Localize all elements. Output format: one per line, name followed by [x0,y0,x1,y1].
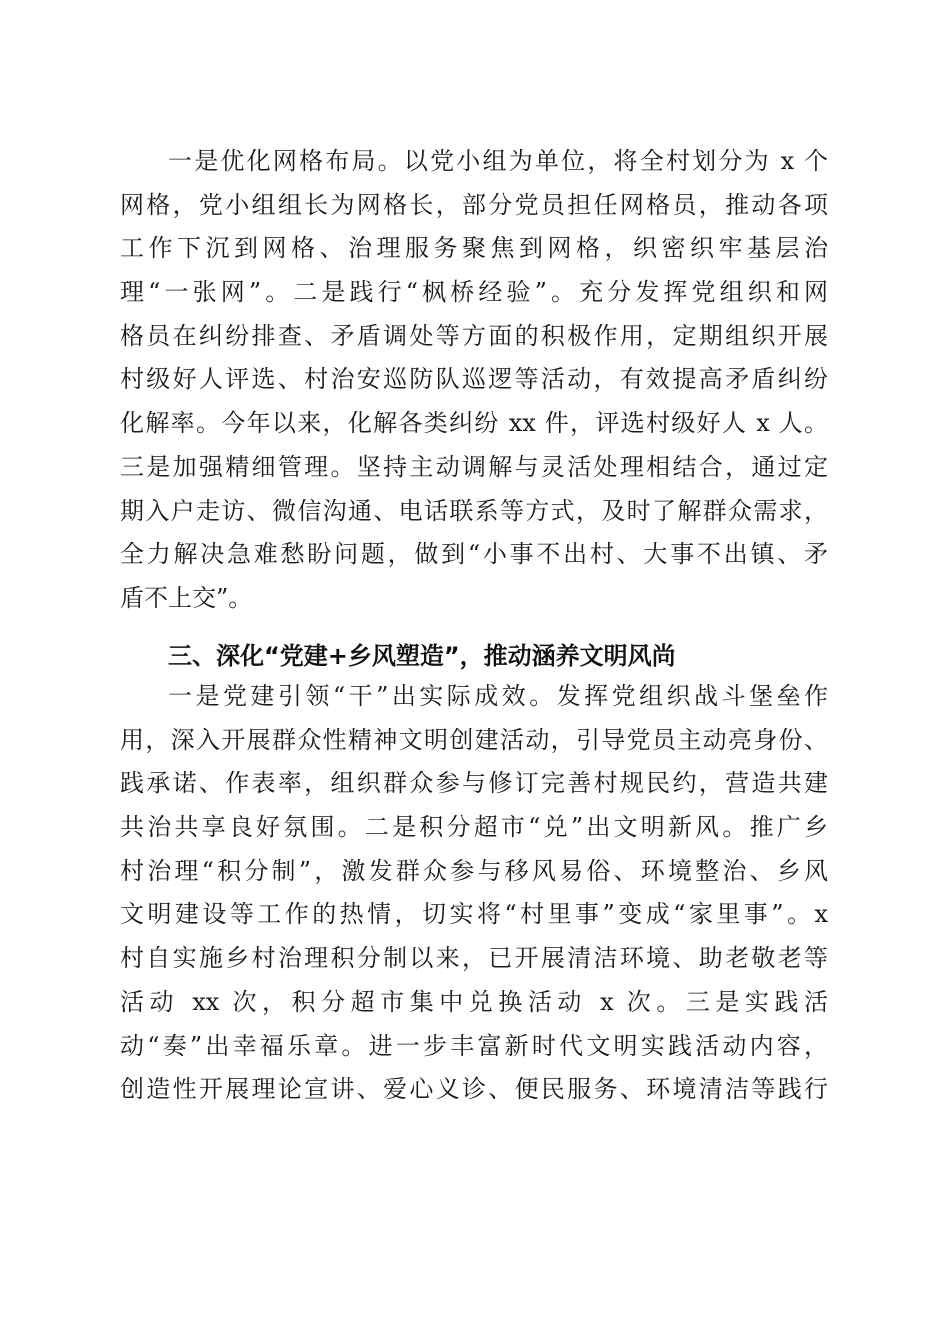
paragraph-line: 共治共享良好氛围。二是积分超市“兑”出文明新风。推广乡 [120,813,828,842]
section-heading: 三、深化“党建+乡风塑造”，推动涵养文明风尚 [168,642,676,670]
paragraph-line: 理“一张网”。二是践行“枫桥经验”。充分发挥党组织和网 [120,278,828,307]
paragraph-line: 文明建设等工作的热情，切实将“村里事”变成“家里事”。x [120,900,828,929]
paragraph-grid-governance [120,140,828,621]
paragraph-line: 工作下沉到网格、治理服务聚焦到网格，织密织牢基层治 [120,234,828,263]
paragraph-line: 格员在纠纷排查、矛盾调处等方面的积极作用，定期组织开展 [120,321,828,350]
paragraph-line: 活动 xx 次，积分超市集中兑换活动 x 次。三是实践活 [120,987,828,1016]
paragraph-line: 全力解决急难愁盼问题，做到“小事不出村、大事不出镇、矛 [120,540,828,569]
paragraph-line: 用，深入开展群众性精神文明创建活动，引导党员主动亮身份、 [120,725,828,754]
paragraph-line: 村级好人评选、村治安巡防队巡逻等活动，有效提高矛盾纠纷 [120,365,828,394]
paragraph-line: 动“奏”出幸福乐章。进一步丰富新时代文明实践活动内容， [120,1031,828,1060]
paragraph-line: 期入户走访、微信沟通、电话联系等方式，及时了解群众需求， [120,496,828,525]
paragraph-line: 一是优化网格布局。以党小组为单位，将全村划分为 x 个 [168,147,828,175]
paragraph-line: 三是加强精细管理。坚持主动调解与灵活处理相结合，通过定 [120,452,828,481]
paragraph-line: 村治理“积分制”，激发群众参与移风易俗、环境整治、乡风 [120,856,828,885]
paragraph-line: 村自实施乡村治理积分制以来，已开展清洁环境、助老敬老等 [120,944,828,973]
paragraph-line: 盾不上交”。 [120,583,253,612]
paragraph-civilization [120,675,828,1112]
paragraph-line: 网格，党小组组长为网格长，部分党员担任网格员，推动各项 [120,190,828,219]
paragraph-line: 践承诺、作表率，组织群众参与修订完善村规民约，营造共建 [120,769,828,798]
paragraph-line: 创造性开展理论宣讲、爱心义诊、便民服务、环境清洁等践行 [120,1075,828,1104]
paragraph-line: 一是党建引领“干”出实际成效。发挥党组织战斗堡垒作 [168,682,828,710]
paragraph-line: 化解率。今年以来，化解各类纠纷 xx 件，评选村级好人 x 人。 [120,409,828,438]
